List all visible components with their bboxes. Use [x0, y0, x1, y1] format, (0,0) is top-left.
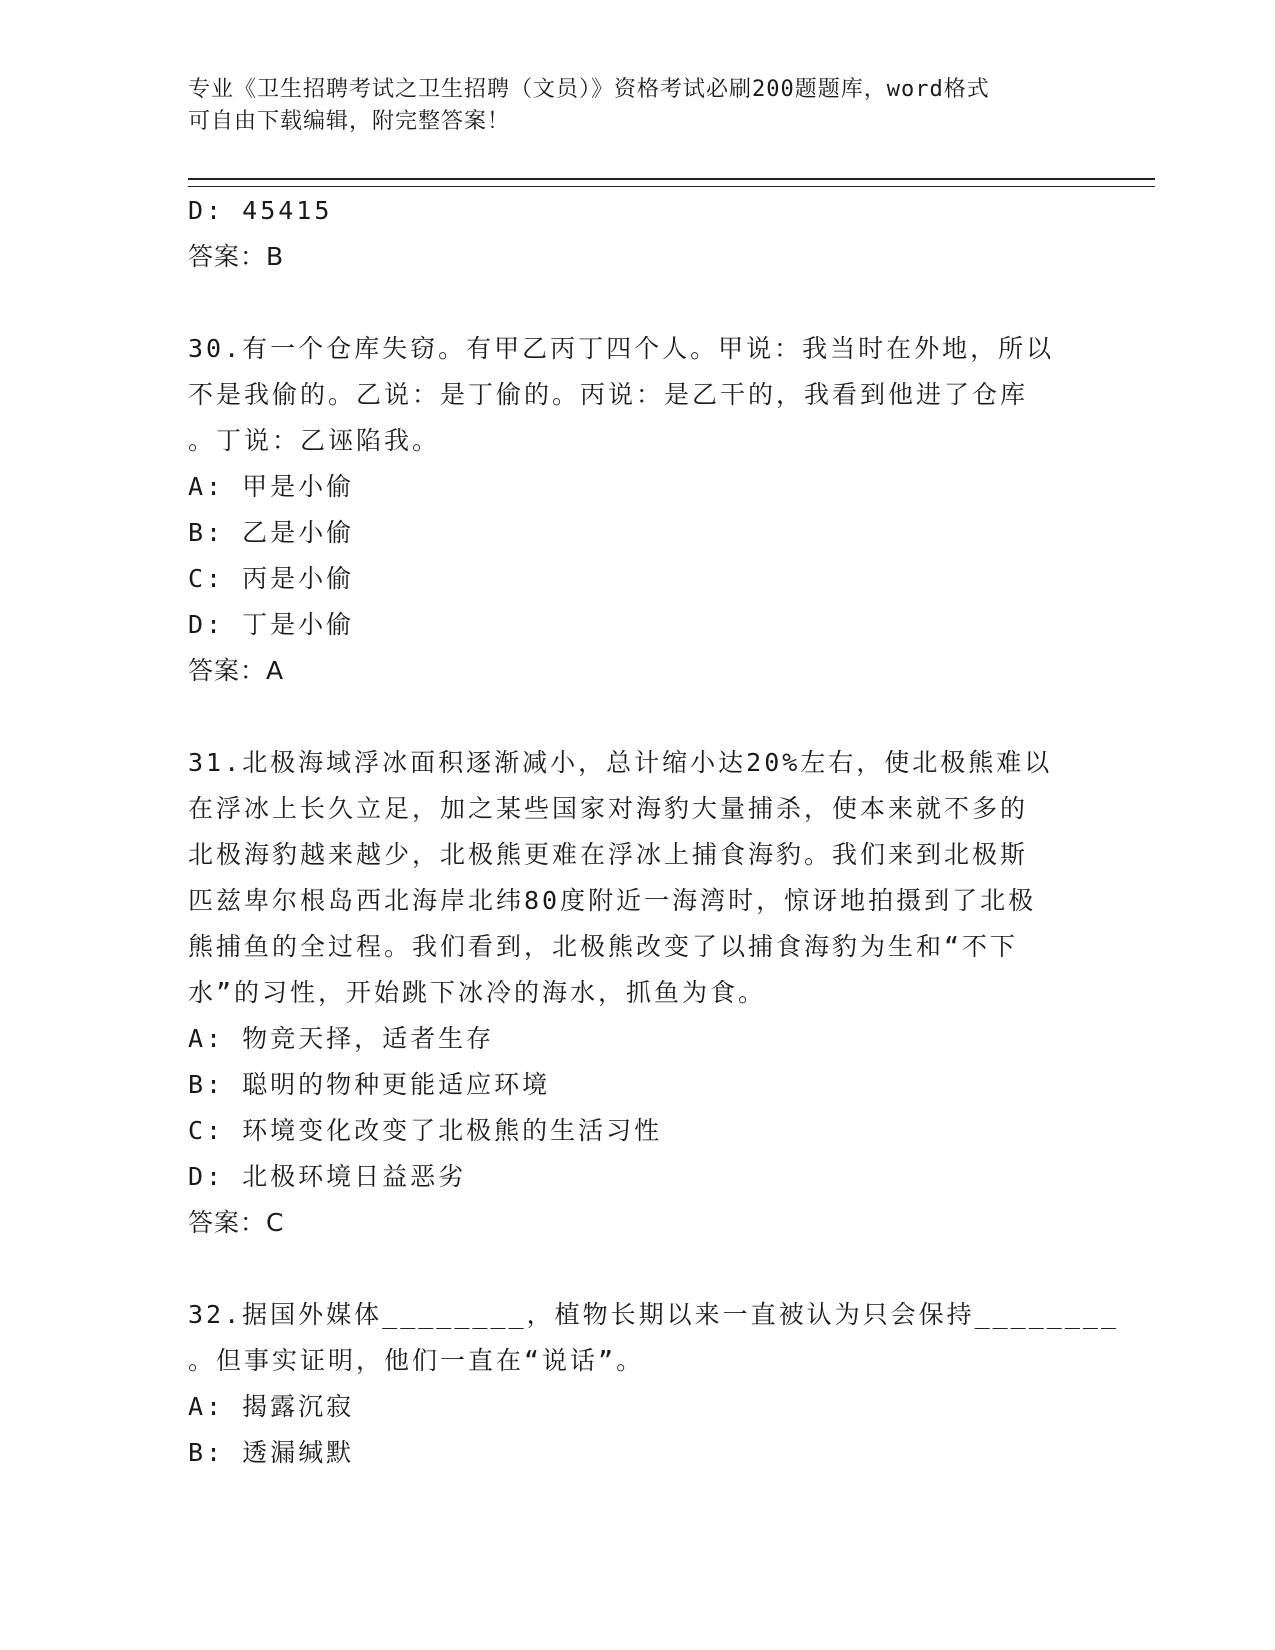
- question-stem-line: 北极海豹越来越少，北极熊更难在浮冰上捕食海豹。我们来到北极斯: [188, 840, 1029, 869]
- question-32: [188, 1292, 1119, 1476]
- question-stem-line: 30.有一个仓库失窃。有甲乙丙丁四个人。甲说：我当时在外地，所以: [188, 334, 1055, 363]
- option-c: C: 丙是小偷: [188, 564, 355, 593]
- question-stem-line: 31.北极海域浮冰面积逐渐减小，总计缩小达20%左右，使北极熊难以: [188, 748, 1053, 777]
- option-b: B: 透漏缄默: [188, 1438, 355, 1467]
- question-31: [188, 740, 1088, 1246]
- spacer: [188, 280, 1088, 326]
- question-stem-line: 不是我偷的。乙说：是丁偷的。丙说：是乙干的，我看到他进了仓库: [188, 380, 1029, 409]
- document-body: [188, 188, 1119, 1476]
- question-stem-line: 。丁说：乙诬陷我。: [188, 426, 441, 455]
- option-d: D: 北极环境日益恶劣: [188, 1162, 467, 1191]
- question-stem-line: 在浮冰上长久立足，加之某些国家对海豹大量捕杀，使本来就不多的: [188, 794, 1029, 823]
- header-divider: [188, 178, 1155, 187]
- question-stem-line: 匹兹卑尔根岛西北海岸北纬80度附近一海湾时，惊讶地拍摄到了北极: [188, 886, 1037, 915]
- question-stem-line: 水”的习性，开始跳下冰冷的海水，抓鱼为食。: [188, 978, 767, 1007]
- option-a: A: 甲是小偷: [188, 472, 355, 501]
- option-c: C: 环境变化改变了北极熊的生活习性: [188, 1116, 663, 1145]
- header-line-2: 可自由下载编辑，附完整答案！: [188, 109, 511, 134]
- question-stem-line: 32.据国外媒体________，植物长期以来一直被认为只会保持________: [188, 1300, 1119, 1329]
- page-header: [188, 74, 1088, 138]
- answer-label: 答案：A: [188, 656, 285, 685]
- option-b: B: 乙是小偷: [188, 518, 355, 547]
- question-30: [188, 326, 1088, 694]
- spacer: [188, 1246, 1088, 1292]
- option-d: D: 丁是小偷: [188, 610, 355, 639]
- option-a: A: 物竞天择，适者生存: [188, 1024, 495, 1053]
- header-line-1: 专业《卫生招聘考试之卫生招聘（文员）》资格考试必刷200题题库，word格式: [188, 77, 990, 102]
- question-stem-line: 熊捕鱼的全过程。我们看到，北极熊改变了以捕食海豹为生和“不下: [188, 932, 1019, 961]
- previous-question-tail: [188, 188, 1088, 280]
- answer-label: 答案：C: [188, 1208, 285, 1237]
- answer-label: 答案：B: [188, 242, 285, 271]
- question-stem-line: 。但事实证明，他们一直在“说话”。: [188, 1346, 645, 1375]
- option-a: A: 揭露沉寂: [188, 1392, 355, 1421]
- option-b: B: 聪明的物种更能适应环境: [188, 1070, 551, 1099]
- spacer: [188, 694, 1088, 740]
- option-d: D: 45415: [188, 196, 333, 225]
